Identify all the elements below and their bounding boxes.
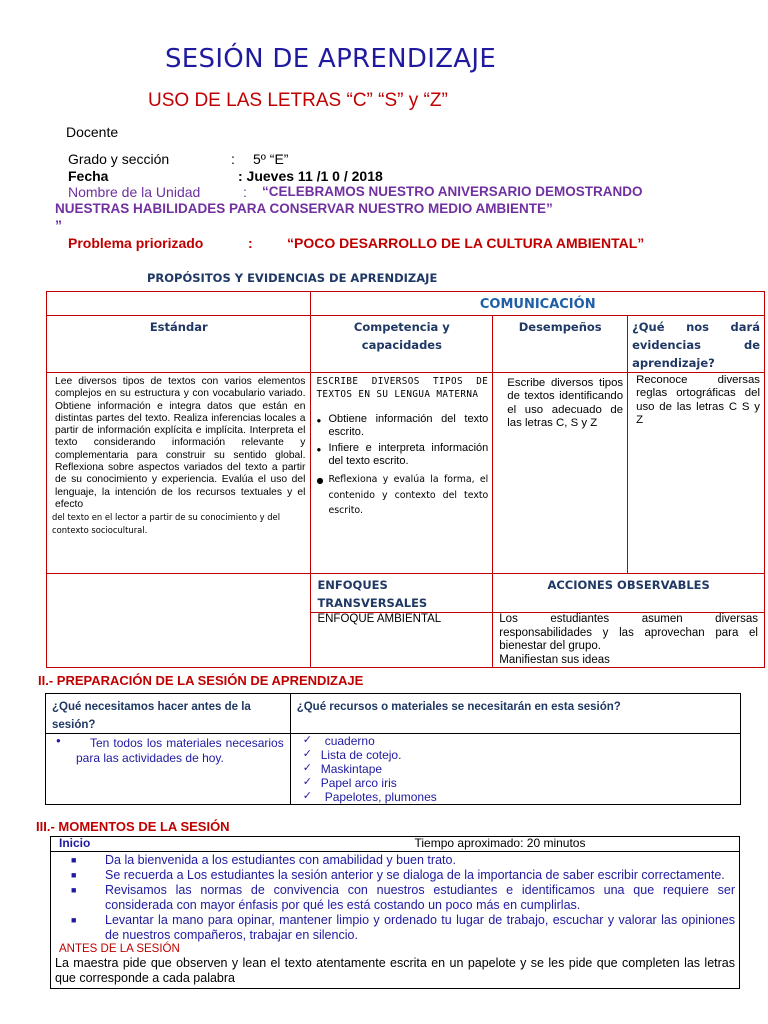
fecha-value: : Jueves 11 /1 0 / 2018 <box>238 168 383 184</box>
estandar-cell <box>47 373 311 574</box>
momentos-table <box>50 836 740 989</box>
capacidades-list <box>316 413 488 519</box>
material-item: ✓ cuaderno <box>302 734 375 748</box>
inicio-row <box>51 837 740 852</box>
desempeno-cell <box>493 373 628 574</box>
enfoque-empty-cell <box>47 574 311 668</box>
grado-label: Grado y sección <box>68 151 170 167</box>
area-title: COMUNICACIÓN <box>479 297 596 312</box>
inicio-paragraph: La maestra pide que observen y lean el texto atentamente escrita en un papelote y se les pide que completen las letras que corresponde a cada palabra <box>55 956 735 985</box>
inicio-item: ■ Da la bienvenida a los estudiantes con amabilidad y buen trato. <box>71 853 456 867</box>
problema-label: Problema priorizado <box>68 235 204 251</box>
inicio-item: ■ Se recuerda a Los estudiantes la sesión anterior y se dialoga de la importancia de saber escribir correctamente. <box>71 868 725 882</box>
docente-label: Docente <box>66 124 119 140</box>
col-evidencias: ¿Qué nos dará evidencias de aprendizaje? <box>628 316 765 373</box>
unidad-colon: : <box>243 184 247 200</box>
estandar-text-2: del texto en el lector a partir de su conocimiento y del contexto sociocultural. <box>52 512 281 536</box>
desempeno-text: Escribe diversos tipos de textos identificando el uso adecuado de las letras C, S y Z <box>507 377 624 429</box>
material-item: ✓ Lista de cotejo. <box>302 748 402 762</box>
capacidad-item: ● Infiere e interpreta información del texto escrito. <box>316 442 488 468</box>
check-icon: ✓ <box>302 734 312 746</box>
col-desempenos: Desempeños <box>493 316 628 373</box>
check-icon: ✓ <box>302 790 312 802</box>
propositos-table <box>46 291 765 668</box>
problema-value: “POCO DESARROLLO DE LA CULTURA AMBIENTAL” <box>287 235 645 251</box>
bullet-icon: ● <box>56 736 61 745</box>
area-empty-cell <box>47 292 311 316</box>
page-title: SESIÓN DE APRENDIZAJE <box>165 44 497 74</box>
col-materiales: ¿Qué recursos o materiales se necesitarán en esta sesión? <box>290 694 740 734</box>
competencia-name: ESCRIBE DIVERSOS TIPOS DE TEXTOS EN SU LENGUA MATERNA <box>316 376 489 400</box>
antes-sesion-label: ANTES DE LA SESIÓN <box>59 943 180 955</box>
evidencia-cell <box>628 373 765 574</box>
inicio-list <box>55 853 735 943</box>
acciones-cell <box>493 613 765 668</box>
inicio-label: Inicio <box>59 836 91 850</box>
propositos-heading: PROPÓSITOS Y EVIDENCIAS DE APRENDIZAJE <box>147 271 438 285</box>
area-cell <box>311 292 765 316</box>
col-enfoques: ENFOQUES TRANSVERSALES <box>311 574 493 613</box>
check-icon: ✓ <box>302 748 312 760</box>
estandar-text: Lee diversos tipos de textos con varios elementos complejos en su estructura y con vocabulario variado. Obtiene información e integra datos que están en distintas partes del texto. Realiza inferencias locales a partir de información explícita e implícita. Interpreta el texto considerando información relevante y complementaria para construir su sentido global. Reflexiona sobre aspectos variados del texto a partir de su conocimiento y experiencia. Evalúa el uso del lenguaje, la intención de los recursos textuales y el efecto <box>55 376 306 510</box>
col-antes: ¿Qué necesitamos hacer antes de la sesión? <box>46 694 291 734</box>
session-subtitle: USO DE LAS LETRAS “C” “S” y “Z” <box>148 90 448 111</box>
accion-text: Los estudiantes asumen diversas responsabilidades y las aprovechan para el bienestar del grupo. <box>499 613 758 652</box>
preparacion-table <box>45 693 741 805</box>
evidencia-text: Reconoce diversas reglas ortográficas del uso de las letras C S y Z <box>636 374 760 426</box>
unidad-value-line3: ” <box>55 217 62 233</box>
col-estandar: Estándar <box>47 316 311 373</box>
unidad-value-line2: NUESTRAS HABILIDADES PARA CONSERVAR NUESTRO MEDIO AMBIENTE” <box>55 201 553 216</box>
inicio-content <box>51 852 740 989</box>
inicio-item: ■ Revisamos las normas de convivencia con nuestros estudiantes e identificamos una que requiere ser considerada con mayor énfasis por qué les está costando un poco más en cumplirlas. <box>71 883 735 912</box>
antes-cell <box>46 734 291 805</box>
material-item: ✓ Papel arco iris <box>302 776 397 790</box>
capacidad-item: ● Obtiene información del texto escrito. <box>316 413 488 439</box>
unidad-label: Nombre de la Unidad <box>68 184 201 200</box>
preparacion-heading: II.- PREPARACIÓN DE LA SESIÓN DE APRENDIZAJE <box>38 673 364 688</box>
momentos-heading: III.- MOMENTOS DE LA SESIÓN <box>36 819 230 834</box>
enfoque-cell: ENFOQUE AMBIENTAL <box>311 613 493 668</box>
antes-item: ● Ten todos los materiales necesarios para las actividades de hoy. <box>56 736 284 765</box>
competencia-cell <box>311 373 493 574</box>
unidad-value-line1: “CELEBRAMOS NUESTRO ANIVERSARIO DEMOSTRANDO <box>262 184 643 199</box>
tiempo-label: Tiempo aproximado: 20 minutos <box>414 836 586 850</box>
grado-value: 5º “E” <box>253 151 289 167</box>
inicio-item: ■ Levantar la mano para opinar, mantener limpio y ordenado tu lugar de trabajo, escuchar y valorar las opiniones de nuestros compañeros, trabajar en silencio. <box>71 913 735 942</box>
problema-colon: : <box>248 235 253 251</box>
accion-text-2: Manifiestan sus ideas <box>499 653 610 666</box>
material-item: ✓ Papelotes, plumones <box>302 790 437 804</box>
check-icon: ✓ <box>302 762 312 774</box>
material-item: ✓ Maskintape <box>302 762 383 776</box>
check-icon: ✓ <box>302 776 312 788</box>
grado-colon: : <box>231 151 235 167</box>
materiales-list <box>297 734 734 804</box>
materiales-cell <box>290 734 740 805</box>
col-acciones: ACCIONES OBSERVABLES <box>493 574 765 613</box>
capacidad-item: ● Reflexiona y evalúa la forma, el contenido y contexto del texto escrito. <box>316 472 488 519</box>
fecha-label: Fecha <box>68 168 109 184</box>
col-competencia: Competencia y capacidades <box>311 316 493 373</box>
